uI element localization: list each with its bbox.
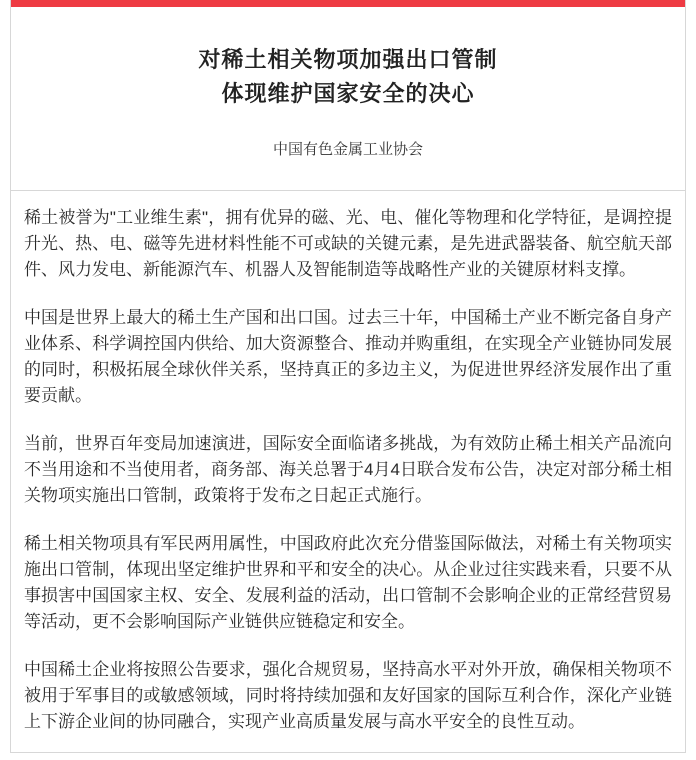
top-accent-bar: [11, 0, 685, 7]
article-paragraph: 中国是世界上最大的稀土生产国和出口国。过去三十年，中国稀土产业不断完备自身产业体系、科学调控国内供给、加大资源整合、推动并购重组，在实现全产业链协同发展的同时，积极拓展全球伙伴关系，坚持真正的多边主义，为促进世界经济发展作出了重要贡献。: [24, 308, 672, 405]
article-card: [10, 0, 686, 753]
article-body: [11, 191, 685, 735]
article-paragraph: 稀土相关物项具有军民两用属性，中国政府此次充分借鉴国际做法，对稀土有关物项实施出口管制，体现出坚定维护世界和平和安全的决心。从企业过往实践来看，只要不从事损害中国国家主权、安全、发展利益的活动，出口管制不会影响企业的正常经营贸易等活动，更不会影响国际产业链供应链稳定和安全。: [24, 534, 672, 631]
article-paragraph: 当前，世界百年变局加速演进，国际安全面临诸多挑战，为有效防止稀土相关产品流向不当用途和不当使用者，商务部、海关总署于4月4日联合发布公告，决定对部分稀土相关物项实施出口管制，政策将于发布之日起正式施行。: [24, 434, 672, 505]
article-paragraph: 稀土被誉为"工业维生素"，拥有优异的磁、光、电、催化等物理和化学特征，是调控提升光、热、电、磁等先进材料性能不可或缺的关键元素，是先进武器装备、航空航天部件、风力发电、新能源汽车、机器人及智能制造等战略性产业的关键原材料支撑。: [24, 208, 672, 279]
page-title-line-1: 对稀土相关物项加强出口管制: [198, 47, 498, 72]
article-paragraph: 中国稀土企业将按照公告要求，强化合规贸易，坚持高水平对外开放，确保相关物项不被用于军事目的或敏感领域，同时将持续加强和友好国家的国际互利合作，深化产业链上下游企业间的协同融合，实现产业高质量发展与高水平安全的良性互动。: [24, 660, 672, 731]
page-title-line-2: 体现维护国家安全的决心: [221, 81, 475, 106]
article-header: [11, 7, 685, 191]
page-title: [31, 43, 665, 111]
byline: 中国有色金属工业协会: [272, 141, 423, 158]
